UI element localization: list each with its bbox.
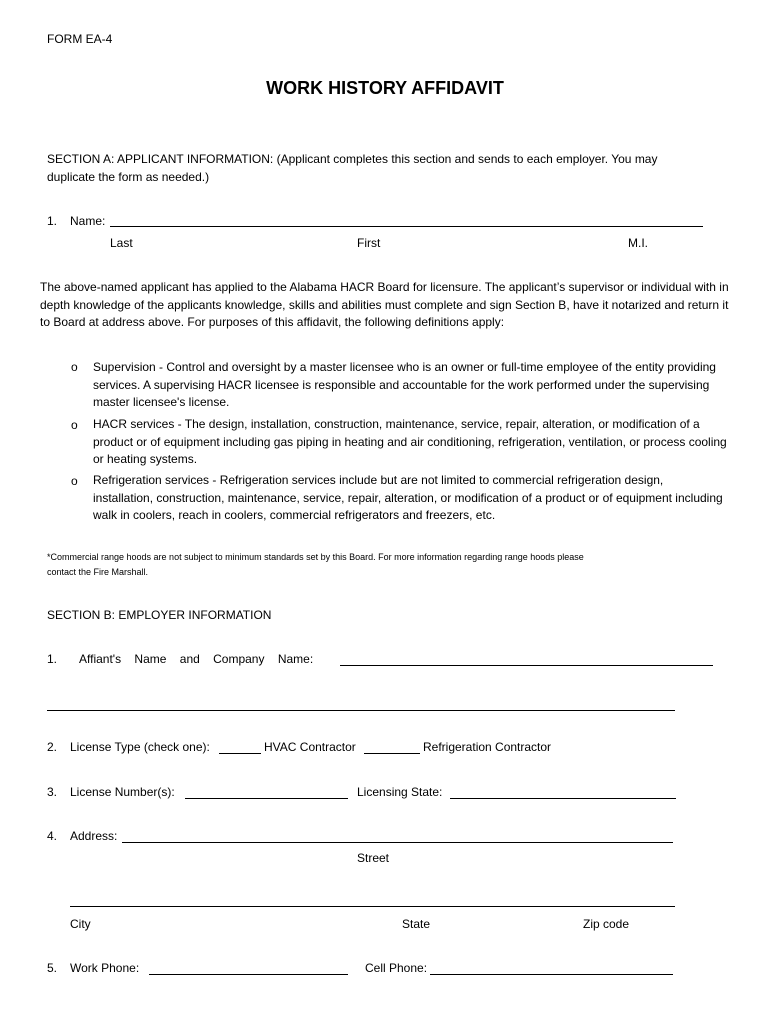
bullet-marker: o [71,474,78,488]
section-a-heading: SECTION A: APPLICANT INFORMATION: (Applicant completes this section and sends to each employer. You may [47,152,658,166]
last-name-label: Last [110,236,133,250]
work-phone-label: Work Phone: [70,961,140,975]
first-name-label: First [357,236,381,250]
zip-code-label: Zip code [583,917,630,931]
intro-paragraph: The above-named applicant has applied to the Alabama HACR Board for licensure. The applicant’s supervisor or individual with in depth knowledge of the applicants knowledge, skills and abilities must complete and sign Section B, have it notarized and return it to Board at address above. For purposes of this affidavit, the following definitions apply: [40,280,729,329]
form-id: FORM EA-4 [47,32,113,46]
refrigeration-option-label: Refrigeration Contractor [423,740,552,754]
name-number: 1. [47,214,58,228]
city-label: City [70,917,91,931]
city-state-zip-field[interactable] [70,906,675,907]
definition-supervision: Supervision - Control and oversight by a master licensee who is an owner or full-time employee of the entity providing services. A supervising HACR licensee is responsible and accountable for the work performed under the supervising master licensee's license. [93,360,716,409]
name-field[interactable] [110,226,703,227]
licensing-state-field[interactable] [450,798,676,799]
definition-refrigeration-services: Refrigeration services - Refrigeration services include but are not limited to commercial refrigeration design, installation, construction, maintenance, service, repair, alteration, or modification of a product or of equipment including walk in coolers, reach in coolers, commercial refrigerators and freezers, etc. [93,473,723,522]
license-number-field[interactable] [185,798,348,799]
section-b-heading: SECTION B: EMPLOYER INFORMATION [47,608,272,622]
footnote: *Commercial range hoods are not subject to minimum standards set by this Board. For more information regarding range hoods please [47,552,584,562]
cell-phone-field[interactable] [430,974,673,975]
hvac-option-label: HVAC Contractor [264,740,356,754]
name-label: Name: [70,214,106,228]
street-field[interactable] [122,842,673,843]
q2-number: 2. [47,740,58,754]
work-phone-field[interactable] [149,974,348,975]
affiant-name-label: Affiant's Name and Company Name: [79,652,314,666]
refrigeration-checkbox-blank[interactable] [364,753,420,754]
address-label: Address: [70,829,118,843]
license-number-label: License Number(s): [70,785,175,799]
bullet-marker: o [71,360,78,374]
section-a-heading-cont: duplicate the form as needed.) [47,170,210,184]
affiant-name-field[interactable] [340,665,713,666]
hvac-checkbox-blank[interactable] [219,753,261,754]
definition-hacr-services: HACR services - The design, installation, construction, maintenance, service, repair, alteration, or modification of a product or of equipment including gas piping in heating and air conditioning, refrigeration, ventilation, or process cooling or heating systems. [93,417,727,466]
affiant-name-field-cont[interactable] [47,710,675,711]
cell-phone-label: Cell Phone: [365,961,428,975]
bullet-marker: o [71,418,78,432]
q4-number: 4. [47,829,58,843]
q5-number: 5. [47,961,58,975]
footnote-cont: contact the Fire Marshall. [47,567,149,577]
license-type-label: License Type (check one): [70,740,210,754]
street-label: Street [357,851,390,865]
middle-initial-label: M.I. [628,236,648,250]
licensing-state-label: Licensing State: [357,785,443,799]
page-title: WORK HISTORY AFFIDAVIT [266,78,504,98]
q3-number: 3. [47,785,58,799]
q1-number: 1. [47,652,58,666]
state-label: State [402,917,431,931]
